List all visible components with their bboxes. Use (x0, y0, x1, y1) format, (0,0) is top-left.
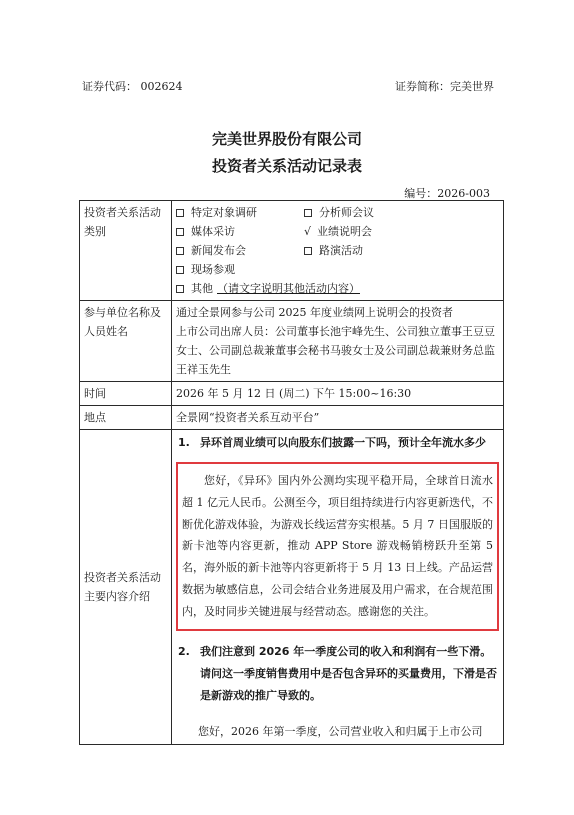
company-title: 完美世界股份有限公司 (211, 130, 362, 148)
document-number: 编号：2026-003 (404, 187, 490, 200)
category-options (172, 201, 504, 301)
record-table (79, 200, 504, 745)
location-label: 地点 (80, 406, 172, 430)
stock-name: 证券简称：完美世界 (395, 80, 494, 93)
option-other: 其他 （请文字说明其他活动内容） (176, 279, 304, 298)
participants-label: 参与单位名称及人员姓名 (80, 301, 172, 382)
option-press-conference: 新闻发布会 (176, 241, 304, 260)
stock-code: 证券代码： 002624 (82, 80, 183, 93)
option-roadshow: 路演活动 (304, 241, 499, 260)
location-value: 全景网“投资者关系互动平台” (172, 406, 504, 430)
other-description: （请文字说明其他活动内容） (217, 282, 360, 295)
content-row (80, 430, 504, 745)
participants-executives: 上市公司出席人员：公司董事长池宇峰先生、公司独立董事王豆豆女士、公司副总裁兼董事会秘书马骏女士及公司副总裁兼财务总监王祥玉先生 (176, 325, 495, 376)
checkbox-icon (304, 209, 312, 217)
answer-1-highlighted: 您好，《异环》国内外公测均实现平稳开局，全球首日流水超 1 亿元人民币。公测至今，项目组持续进行内容更新迭代，不断优化游戏体验，为游戏长线运营夯实根基。5 月 7 日国服版的新卡池等内容更新，推动 APP Store 游戏畅销榜跃升至第 5 名，海外版的新卡池等内容更新将于 5 月 13 日上线。产品运营数据为敏感信息，公司会结合业务进展及用户需求，在合规范围内，及时同步关键进展与经营动态。感谢您的关注。 (176, 462, 499, 631)
document-title: 投资者关系活动记录表 (211, 157, 362, 175)
checkmark-icon: √ (304, 225, 312, 238)
location-row (80, 406, 504, 430)
question-1: 1. 异环首周业绩可以向股东们披露一下吗，预计全年流水多少 (178, 436, 486, 449)
category-row (80, 201, 504, 301)
checkbox-icon (176, 209, 184, 217)
time-value: 2026 年 5 月 12 日 (周二) 下午 15:00~16:30 (172, 382, 504, 406)
time-row (80, 382, 504, 406)
option-specific-research: 特定对象调研 (176, 203, 304, 222)
checkbox-icon (176, 228, 184, 236)
answer-2: 您好，2026 年第一季度，公司营业收入和归属于上市公司 (198, 724, 483, 738)
category-label: 投资者关系活动类别 (80, 201, 172, 301)
question-2: 2. 我们注意到 2026 年一季度公司的收入和利润有一些下滑。请问这一季度销售费用中是否包含异环的买量费用，下滑是否是新游戏的推广导致的。 (178, 644, 497, 702)
option-media-interview: 媒体采访 (176, 222, 304, 241)
option-earnings-call: √ 业绩说明会 (304, 222, 499, 241)
checkbox-icon (176, 285, 184, 293)
time-label: 时间 (80, 382, 172, 406)
content-label: 投资者关系活动主要内容介绍 (80, 430, 172, 745)
option-analyst-meeting: 分析师会议 (304, 203, 499, 222)
checkbox-icon (176, 247, 184, 255)
participants-investors: 通过全景网参与公司 2025 年度业绩网上说明会的投资者 (176, 306, 453, 319)
participants-row (80, 301, 504, 382)
checkbox-icon (176, 266, 184, 274)
checkbox-icon (304, 247, 312, 255)
option-site-visit: 现场参观 (176, 260, 304, 279)
